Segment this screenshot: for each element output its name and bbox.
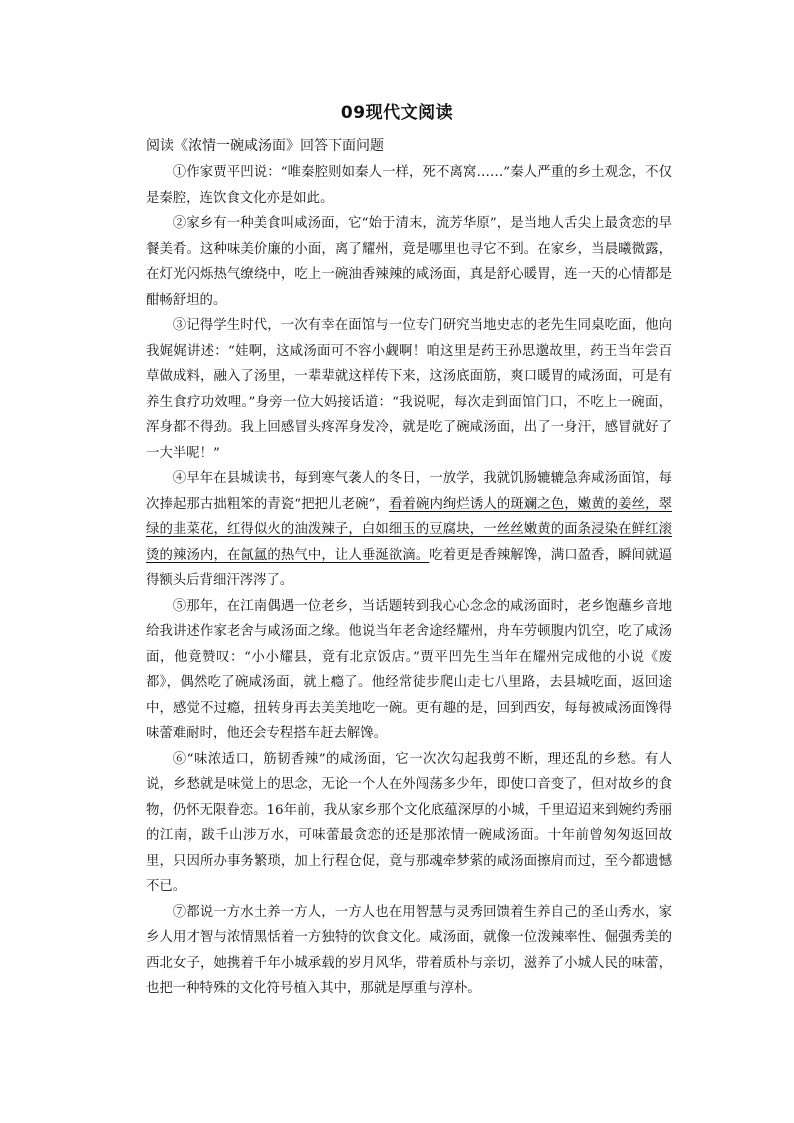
paragraph-6: ⑥“味浓适口，筋韧香辣”的咸汤面，它一次次勾起我剪不断，理还乱的乡愁。有人说，乡愁就是味觉上的思念，无论一个人在外闯荡多少年，即使口音变了，但对故乡的食物，仍怀无限眷恋。16年前，我从家乡那个文化底蕴深厚的小城，千里迢迢来到婉约秀丽的江南，跋千山涉万水，可味蕾最贪恋的还是那浓情一碗咸汤面。十年前曾匆匆返回故里，只因所办事务繁琐，加上行程仓促，竟与那魂牵梦萦的咸汤面擦肩而过，至今都遗憾不已。	[146, 751, 672, 894]
underlined-passage: 看着碗内绚烂诱人的斑斓之色，嫩黄的姜丝，翠绿的韭菜花，红得似火的油泼辣子，白如细玉的豆腐块，一丝丝嫩黄的面条浸染在鲜红滚烫的辣汤内，在氤氲的热气中，让人垂涎欲滴。	[146, 496, 672, 563]
paragraph-1: ①作家贾平凹说：“唯秦腔则如秦人一样，死不离窝……”秦人严重的乡土观念，不仅是秦腔，连饮食文化亦是如此。	[146, 165, 672, 206]
reading-instruction: 阅读《浓情一碗咸汤面》回答下面问题	[146, 138, 384, 154]
paragraph-4	[146, 466, 672, 594]
paragraph-4-lead: ④早年在县城读书，每到寒气袭人的冬日，一放学，我就饥肠辘辘急奔咸汤面馆，每次捧起那古拙粗笨的青瓷“把把儿老碗”，	[146, 471, 672, 512]
paragraph-2: ②家乡有一种美食叫咸汤面，它“始于清末，流芳华原”，是当地人舌尖上最贪恋的早餐美肴。这种味美价廉的小面，离了耀州，竟是哪里也寻它不到。在家乡，当晨曦微露，在灯光闪烁热气缭绕中，吃上一碗油香辣辣的咸汤面，真是舒心暖胃，连一天的心情都是酣畅舒坦的。	[146, 216, 672, 308]
paragraph-4-tail: 吃着更是香辣解馋，满口盈香，瞬间就逼得额头后背细汗涔涔了。	[146, 547, 673, 588]
paragraph-5: ⑤那年，在江南偶遇一位老乡，当话题转到我心心念念的咸汤面时，老乡饱蘸乡音地给我讲述作家老舍与咸汤面之缘。他说当年老舍途经耀州，舟车劳顿腹内饥空，吃了咸汤面，他竟赞叹：“小小耀县，竟有北京饭店。”贾平凹先生当年在耀州完成他的小说《废都》，偶然吃了碗咸汤面，就上瘾了。他经常徒步爬山走七八里路，去县城吃面，返回途中，感觉不过瘾，扭转身再去美美地吃一碗。更有趣的是，回到西安，每每被咸汤面馋得味蕾难耐时，他还会专程搭车赶去解馋。	[146, 598, 672, 741]
paragraph-3: ③记得学生时代，一次有幸在面馆与一位专门研究当地史志的老先生同桌吃面，他向我娓娓讲述：“娃啊，这咸汤面可不容小觑啊！咱这里是药王孙思邈故里，药王当年尝百草做成料，融入了汤里，一辈辈就这样传下来，这汤底面筋，爽口暖胃的咸汤面，可是有养生食疗功效哩。”身旁一位大妈接话道：“我说呢，每次走到面馆门口，不吃上一碗面，浑身都不得劲。我上回感冒头疼浑身发冷，就是吃了碗咸汤面，出了一身汗，感冒就好了一大半呢！”	[146, 318, 672, 461]
article-body	[146, 160, 672, 1002]
paragraph-7: ⑦都说一方水土养一方人，一方人也在用智慧与灵秀回馈着生养自己的圣山秀水，家乡人用才智与浓情黑恬着一方独特的饮食文化。咸汤面，就像一位泼辣率性、倔强秀美的西北女子，她携着千年小城承载的岁月风华，带着质朴与亲切，滋养了小城人民的味蕾，也把一种特殊的文化符号植入其中，那就是厚重与淳朴。	[146, 904, 672, 996]
page-title: 09现代文阅读	[340, 103, 454, 123]
